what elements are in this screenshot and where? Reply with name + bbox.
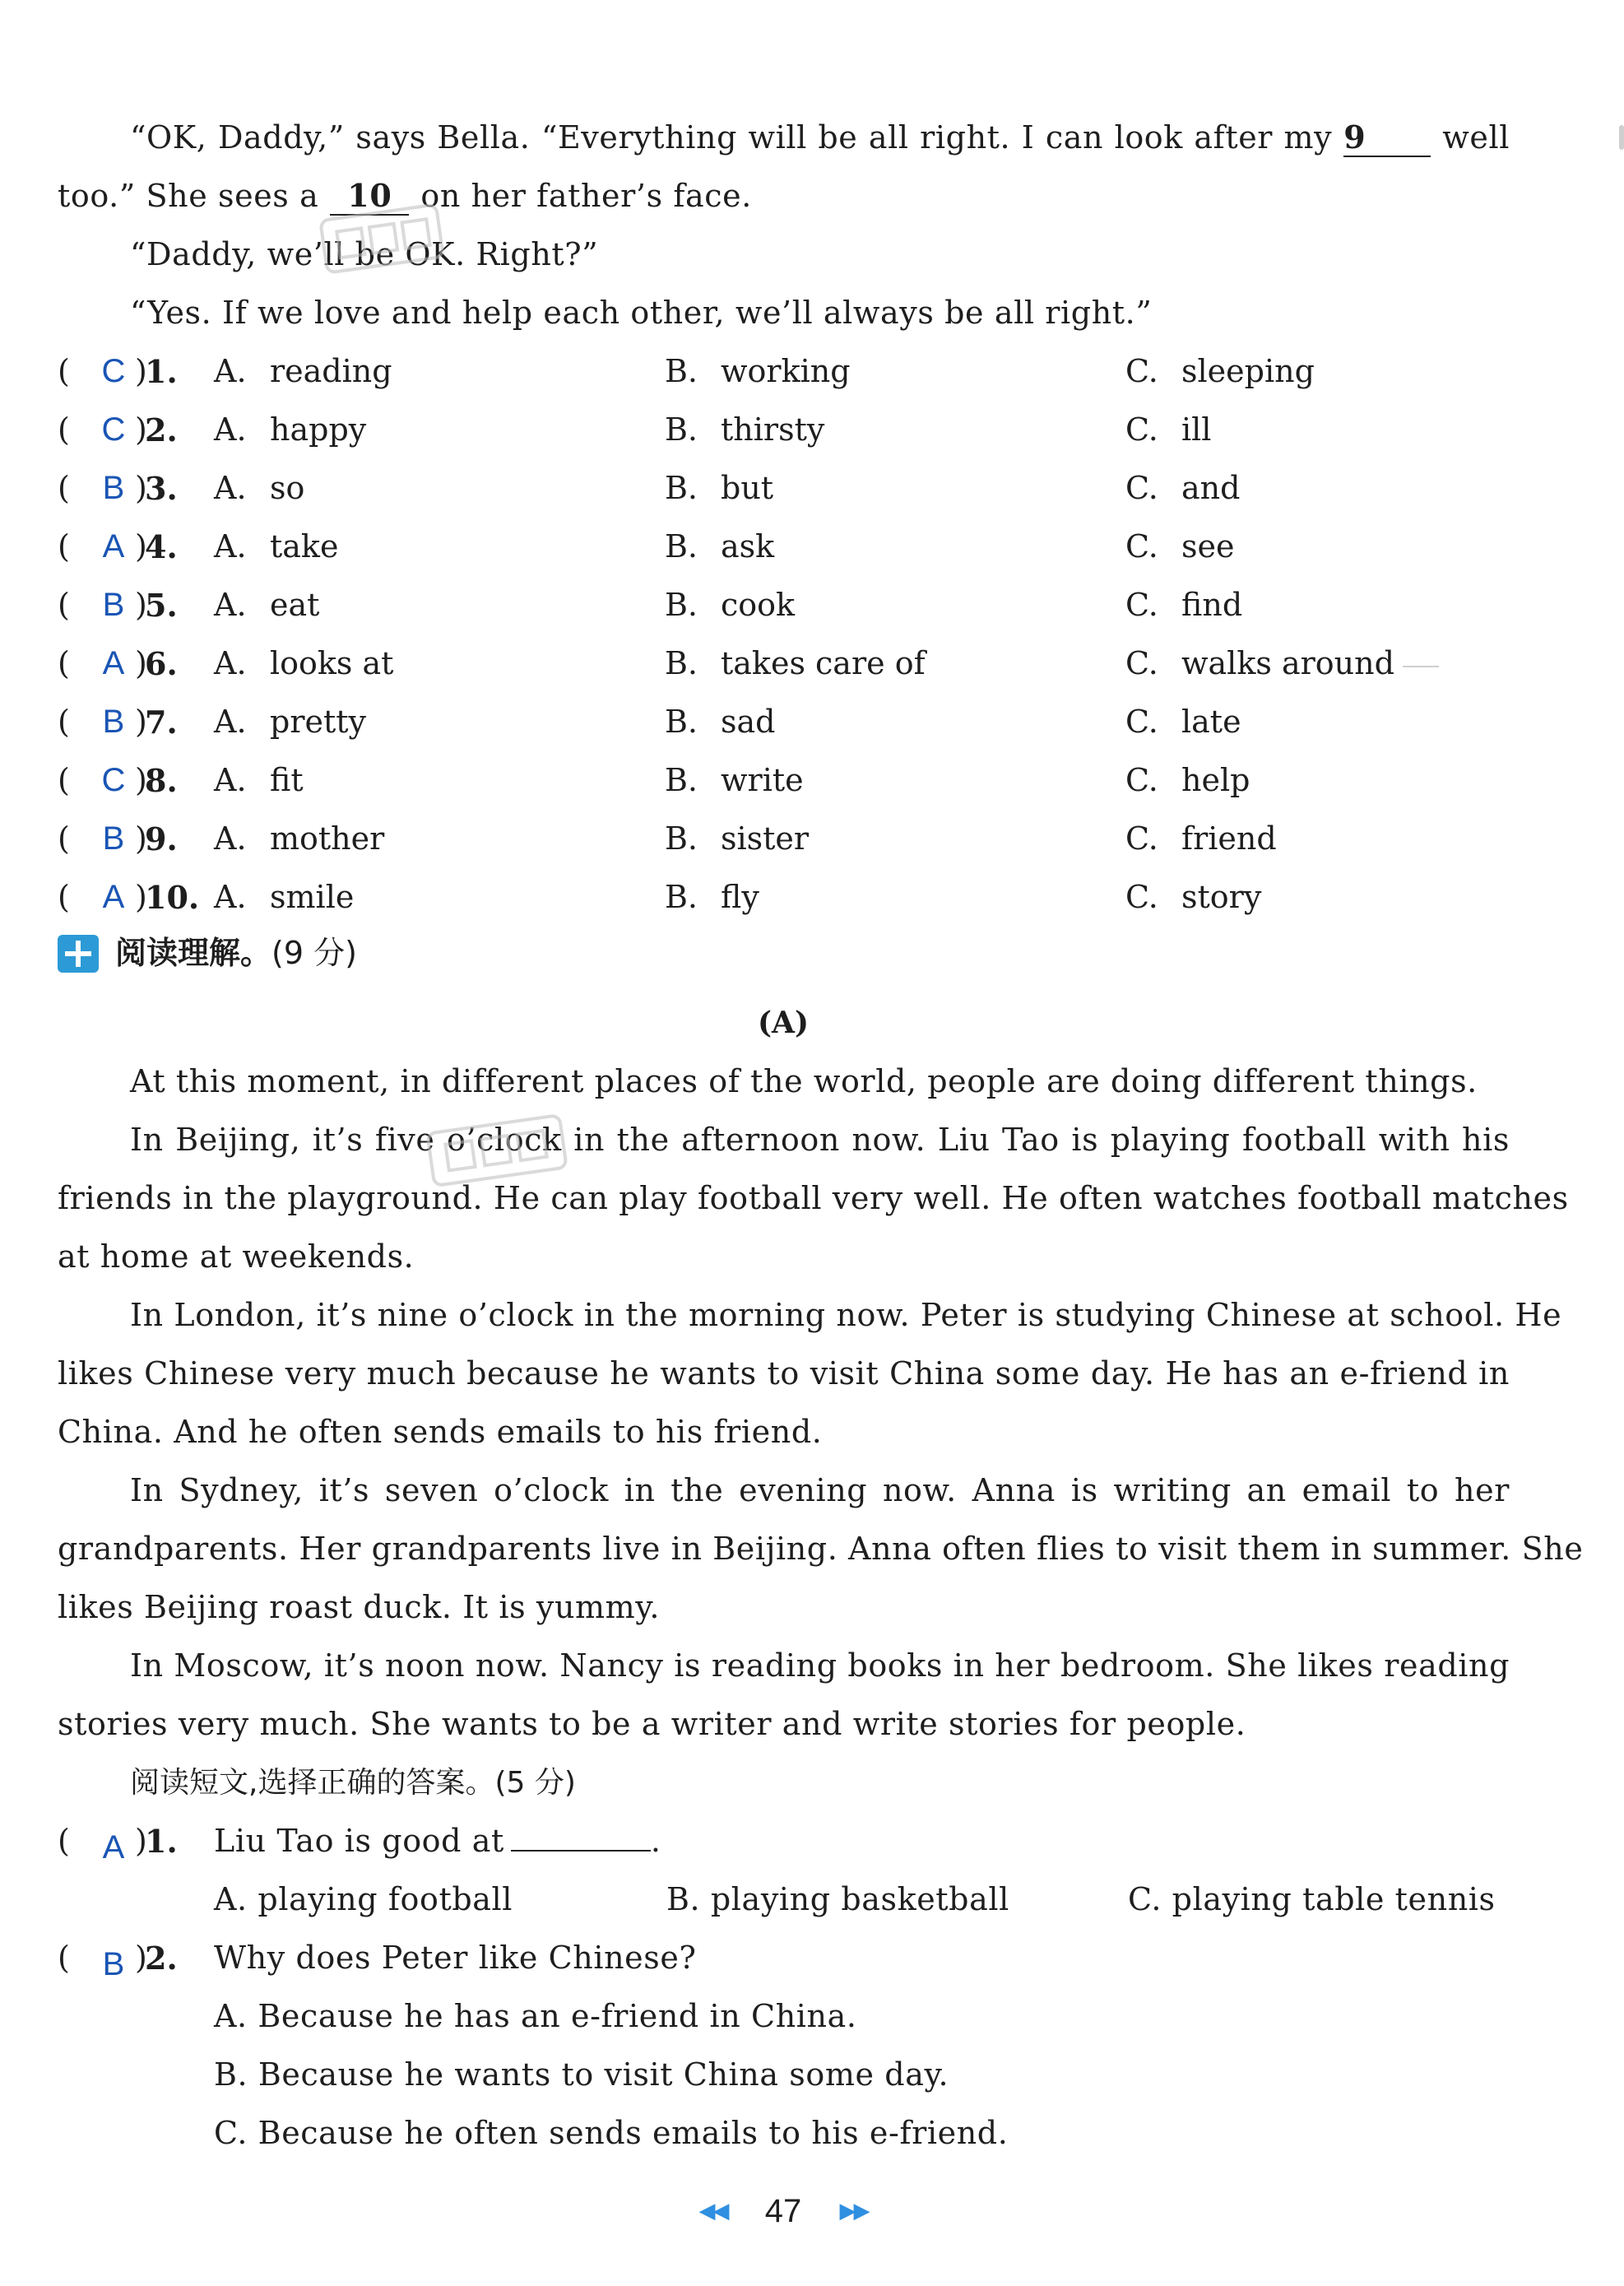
answer-mark: B bbox=[102, 820, 125, 857]
option-b-text: working bbox=[721, 353, 851, 389]
passage-line: In Beijing, it’s five o’clock in the afternoon now. Liu Tao is playing football with his bbox=[130, 1122, 1510, 1158]
option-c: C. playing table tennis bbox=[1128, 1881, 1496, 1917]
option-b: B. playing basketball bbox=[666, 1881, 1009, 1917]
option-b bbox=[665, 634, 926, 693]
option-letter: C. bbox=[1125, 879, 1158, 915]
question-stem bbox=[214, 1812, 661, 1870]
passage-line: friends in the playground. He can play football very well. He often watches football matches bbox=[58, 1180, 1569, 1216]
option-c bbox=[1125, 634, 1439, 693]
answer-mark: B bbox=[102, 587, 125, 623]
option-b-text: sister bbox=[721, 820, 810, 857]
cloze-question-row: ( A ) 4. A. take B. ask C. see bbox=[58, 518, 1538, 576]
page-footer bbox=[0, 2182, 1566, 2242]
answer-blank bbox=[511, 1825, 651, 1852]
answer-mark: A bbox=[102, 528, 125, 565]
option-letter: B. bbox=[665, 645, 698, 681]
option-a: A. Because he has an e-friend in China. bbox=[214, 1998, 857, 2034]
option-c bbox=[1125, 518, 1234, 576]
option-letter: A. bbox=[214, 411, 247, 448]
option-letter: B. bbox=[665, 528, 698, 565]
option-a-text: happy bbox=[270, 411, 367, 448]
question-number: 9. bbox=[145, 820, 178, 857]
answer-mark: B bbox=[102, 704, 125, 740]
option-c-text: story bbox=[1181, 879, 1262, 915]
cloze-blank-9: 9 bbox=[1343, 119, 1431, 157]
question-stem-end: . bbox=[650, 1823, 661, 1859]
option-letter: C. bbox=[1125, 528, 1158, 565]
cloze-text: well bbox=[1442, 119, 1510, 156]
cloze-question-row: ( A ) 6. A. looks at B. takes care of C. walks around bbox=[58, 634, 1538, 693]
option-letter: A. bbox=[214, 587, 247, 623]
option-c bbox=[1125, 401, 1211, 459]
option-letter: C. bbox=[1125, 645, 1158, 681]
option-letter: B. bbox=[665, 879, 698, 915]
option-letter: A. bbox=[214, 820, 247, 857]
option-a bbox=[214, 518, 338, 576]
cloze-text: too.” She sees a bbox=[58, 178, 319, 214]
cloze-question-row: ( C ) 8. A. fit B. write C. help bbox=[58, 751, 1538, 810]
cloze-blank-10: 10 bbox=[330, 178, 409, 216]
passage-line: at home at weekends. bbox=[58, 1238, 415, 1275]
option-a-text: fit bbox=[270, 762, 304, 798]
cloze-line-2 bbox=[58, 167, 1510, 225]
reading-instruction: 阅读短文,选择正确的答案。(5 分) bbox=[130, 1766, 576, 1800]
question-number: 5. bbox=[145, 587, 178, 624]
option-c bbox=[1125, 693, 1241, 751]
answer-mark: B bbox=[102, 1946, 125, 1982]
question-stem: Why does Peter like Chinese? bbox=[214, 1940, 697, 1976]
option-b bbox=[665, 693, 775, 751]
cloze-question-row: ( C ) 1. A. reading B. working C. sleeping bbox=[58, 342, 1538, 401]
option-letter: A. bbox=[214, 704, 247, 740]
option-letter: C. bbox=[1125, 820, 1158, 857]
option-letter: C. bbox=[1125, 411, 1158, 448]
cloze-line-4: “Yes. If we love and help each other, we’ll always be all right.” bbox=[130, 295, 1153, 331]
option-letter: B. bbox=[665, 820, 698, 857]
option-a bbox=[214, 459, 304, 518]
smudge-mark bbox=[1403, 666, 1439, 667]
option-c-text: find bbox=[1181, 587, 1243, 623]
option-letter: C. bbox=[1125, 470, 1158, 506]
option-letter: A. bbox=[214, 353, 247, 389]
passage-line: In London, it’s nine o’clock in the morning now. Peter is studying Chinese at school. He bbox=[130, 1297, 1562, 1333]
answer-mark: B bbox=[102, 470, 125, 506]
page-edge-mark bbox=[1619, 125, 1624, 150]
option-letter: A. bbox=[214, 528, 247, 565]
option-letter: A. bbox=[214, 762, 247, 798]
option-b bbox=[665, 751, 804, 810]
option-c-text: and bbox=[1181, 470, 1241, 506]
option-letter: C. bbox=[1125, 353, 1158, 389]
option-letter: A. bbox=[214, 470, 247, 506]
option-b bbox=[665, 810, 809, 868]
cloze-question-row: ( B ) 5. A. eat B. cook C. find bbox=[58, 576, 1538, 634]
option-c-text: late bbox=[1181, 704, 1241, 740]
plus-icon bbox=[58, 935, 99, 973]
option-letter: B. bbox=[665, 587, 698, 623]
option-a-text: pretty bbox=[270, 704, 366, 740]
option-a-text: reading bbox=[270, 353, 392, 389]
option-b-text: write bbox=[721, 762, 804, 798]
answer-mark: A bbox=[102, 879, 125, 915]
option-a: A. playing football bbox=[214, 1881, 513, 1917]
section-score: (9 分) bbox=[271, 935, 357, 971]
question-number: 2. bbox=[145, 1940, 178, 1977]
passage-line: In Sydney, it’s seven o’clock in the evening now. Anna is writing an email to her bbox=[130, 1472, 1510, 1508]
option-letter: C. bbox=[1125, 704, 1158, 740]
option-b-text: takes care of bbox=[721, 645, 926, 681]
passage-label: (A) bbox=[758, 1006, 809, 1040]
option-c-text: sleeping bbox=[1181, 353, 1315, 389]
answer-mark: A bbox=[102, 645, 125, 681]
next-arrows-icon: ▶▶ bbox=[839, 2198, 868, 2223]
option-c bbox=[1125, 576, 1242, 634]
question-number: 7. bbox=[145, 704, 178, 741]
passage-line: grandparents. Her grandparents live in Beijing. Anna often flies to visit them in summer. She bbox=[58, 1531, 1584, 1567]
option-b-text: thirsty bbox=[721, 411, 825, 448]
option-a bbox=[214, 576, 319, 634]
answer-mark: A bbox=[102, 1829, 125, 1866]
passage-line: stories very much. She wants to be a writer and write stories for people. bbox=[58, 1706, 1246, 1742]
passage-line: At this moment, in different places of the world, people are doing different things. bbox=[130, 1063, 1478, 1099]
option-letter: B. bbox=[665, 411, 698, 448]
option-a-text: eat bbox=[270, 587, 320, 623]
answer-mark: C bbox=[101, 353, 126, 389]
option-a bbox=[214, 342, 392, 401]
option-b bbox=[665, 459, 773, 518]
question-stem-text: Liu Tao is good at bbox=[214, 1823, 504, 1859]
option-c-text: help bbox=[1181, 762, 1250, 798]
option-c bbox=[1125, 751, 1250, 810]
question-number: 10. bbox=[145, 879, 200, 916]
option-b-text: cook bbox=[721, 587, 796, 623]
cloze-question-row: ( B ) 3. A. so B. but C. and bbox=[58, 459, 1538, 518]
section-title-text: 阅读理解。 bbox=[115, 935, 272, 971]
question-number: 3. bbox=[145, 470, 178, 507]
option-b-text: but bbox=[721, 470, 774, 506]
passage-line: likes Beijing roast duck. It is yummy. bbox=[58, 1589, 660, 1625]
option-a-text: mother bbox=[270, 820, 385, 857]
option-letter: B. bbox=[665, 704, 698, 740]
question-number: 4. bbox=[145, 528, 178, 565]
option-c-text: friend bbox=[1181, 820, 1277, 857]
option-letter: B. bbox=[665, 762, 698, 798]
cloze-question-row: ( B ) 9. A. mother B. sister C. friend bbox=[58, 810, 1538, 868]
option-letter: B. bbox=[665, 353, 698, 389]
option-c bbox=[1125, 342, 1315, 401]
option-a bbox=[214, 634, 393, 693]
question-number: 8. bbox=[145, 762, 178, 799]
passage-line: likes Chinese very much because he wants to visit China some day. He has an e-friend in bbox=[58, 1355, 1510, 1392]
answer-mark: C bbox=[101, 411, 126, 448]
option-letter: B. bbox=[665, 470, 698, 506]
cloze-text: “OK, Daddy,” says Bella. “Everything will be all right. I can look after my bbox=[130, 119, 1333, 156]
option-b-text: fly bbox=[721, 879, 759, 915]
cloze-line-3: “Daddy, we’ll be OK. Right?” bbox=[130, 236, 599, 272]
section-title bbox=[115, 928, 357, 978]
prev-arrows-icon: ◀◀ bbox=[698, 2198, 727, 2223]
option-a bbox=[214, 693, 366, 751]
option-c: C. Because he often sends emails to his e-friend. bbox=[214, 2115, 1009, 2151]
option-b bbox=[665, 868, 759, 927]
option-letter: C. bbox=[1125, 587, 1158, 623]
option-a bbox=[214, 401, 366, 459]
option-b-text: sad bbox=[721, 704, 776, 740]
option-a bbox=[214, 868, 354, 927]
question-number: 2. bbox=[145, 411, 178, 448]
option-b-text: ask bbox=[721, 528, 775, 565]
page-number: 47 bbox=[764, 2193, 802, 2229]
option-c-text: ill bbox=[1181, 411, 1212, 448]
option-a bbox=[214, 810, 384, 868]
answer-mark: C bbox=[101, 762, 126, 798]
cloze-question-row: ( A ) 10. A. smile B. fly C. story bbox=[58, 868, 1538, 927]
option-c bbox=[1125, 459, 1240, 518]
option-b bbox=[665, 401, 824, 459]
option-letter: C. bbox=[1125, 762, 1158, 798]
option-a bbox=[214, 751, 304, 810]
option-a-text: looks at bbox=[270, 645, 394, 681]
option-c bbox=[1125, 868, 1261, 927]
reading-question-2: ( B ) 2. Why does Peter like Chinese? bbox=[58, 1929, 1538, 1987]
cloze-question-row: ( C ) 2. A. happy B. thirsty C. ill bbox=[58, 401, 1538, 459]
option-a-text: smile bbox=[270, 879, 355, 915]
question-number: 6. bbox=[145, 645, 178, 682]
cloze-text: on her father’s face. bbox=[420, 178, 752, 214]
option-b bbox=[665, 342, 851, 401]
cloze-line-1 bbox=[58, 109, 1510, 167]
question-number: 1. bbox=[145, 353, 178, 390]
option-b bbox=[665, 518, 774, 576]
option-a-text: take bbox=[270, 528, 339, 565]
cloze-question-row: ( B ) 7. A. pretty B. sad C. late bbox=[58, 693, 1538, 751]
passage-line: China. And he often sends emails to his friend. bbox=[58, 1414, 823, 1450]
passage-line: In Moscow, it’s noon now. Nancy is reading books in her bedroom. She likes reading bbox=[130, 1647, 1510, 1684]
option-c bbox=[1125, 810, 1277, 868]
question-number: 1. bbox=[145, 1823, 178, 1860]
option-letter: A. bbox=[214, 879, 247, 915]
reading-question-1: ( A ) 1. Liu Tao is good at . bbox=[58, 1812, 1538, 1870]
option-c-text: walks around bbox=[1181, 645, 1394, 681]
option-c-text: see bbox=[1181, 528, 1235, 565]
option-b: B. Because he wants to visit China some day. bbox=[214, 2056, 949, 2093]
option-b bbox=[665, 576, 795, 634]
option-letter: A. bbox=[214, 645, 247, 681]
option-a-text: so bbox=[270, 470, 305, 506]
